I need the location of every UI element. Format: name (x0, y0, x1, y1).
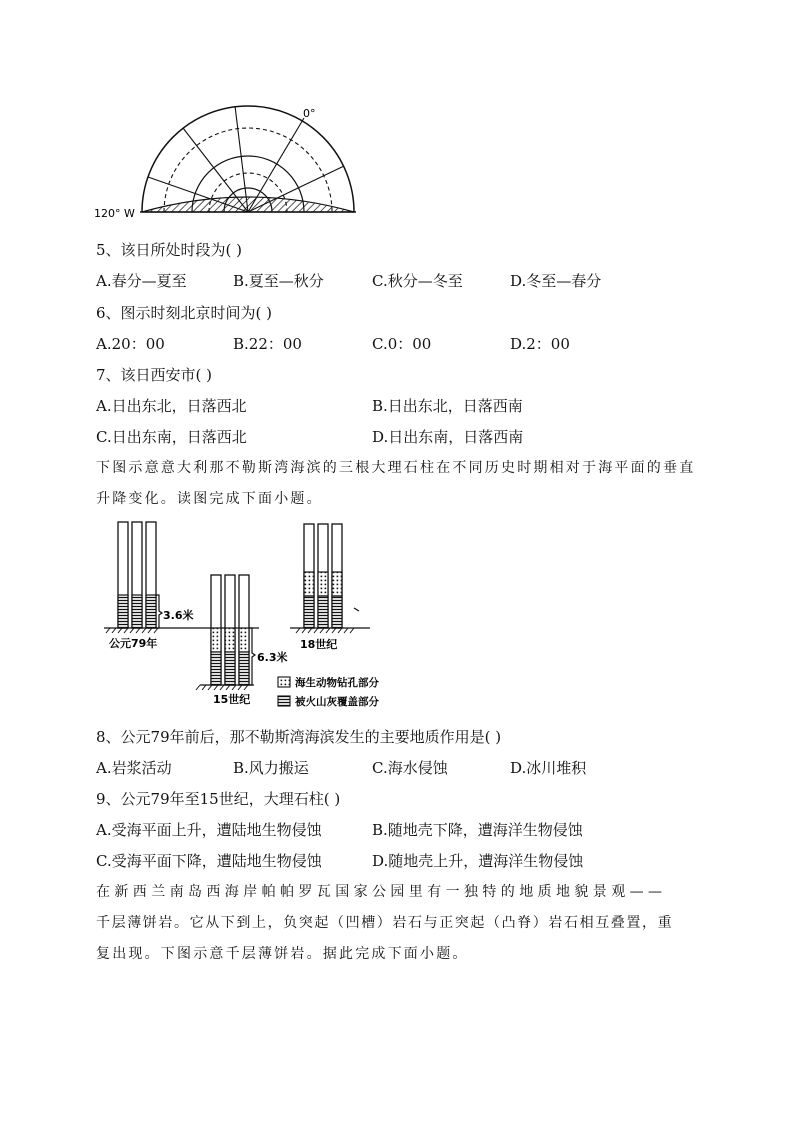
q5-option-d[interactable]: D.冬至—春分 (510, 272, 602, 290)
q6-option-d[interactable]: D.2：00 (510, 335, 570, 353)
columns-15th-century (211, 575, 249, 685)
label-zero-degree: 0° (303, 107, 316, 120)
q5-option-c[interactable]: C.秋分—冬至 (372, 272, 463, 290)
intro2-line3: 复出现。下图示意千层薄饼岩。据此完成下面小题。 (96, 946, 469, 962)
q8-option-a[interactable]: A.岩浆活动 (96, 759, 172, 777)
q7-option-c[interactable]: C.日出东南，日落西北 (96, 428, 247, 446)
columns-18th-century (304, 524, 342, 628)
q9-option-c[interactable]: C.受海平面下降，遭陆地生物侵蚀 (96, 852, 322, 870)
q8-option-d[interactable]: D.冰川堆积 (510, 759, 587, 777)
intro1-line2: 升降变化。读图完成下面小题。 (96, 491, 323, 507)
q9-option-b[interactable]: B.随地壳下降，遭海洋生物侵蚀 (372, 821, 583, 839)
label-ad79: 公元79年 (109, 637, 158, 650)
q7-option-b[interactable]: B.日出东北，日落西南 (372, 397, 523, 415)
question-8-stem: 8、公元79年前后，那不勒斯湾海滨发生的主要地质作用是( ) (96, 728, 502, 746)
legend-ash-swatch (278, 696, 290, 706)
question-6-stem: 6、图示时刻北京时间为( ) (96, 304, 273, 322)
legend-bored-label: 海生动物钻孔部分 (295, 677, 379, 689)
q6-option-b[interactable]: B.22：00 (233, 335, 302, 353)
dim-3-6m: 3.6米 (163, 609, 194, 622)
question-7-stem: 7、该日西安市( ) (96, 366, 213, 384)
sunlight-semicircle-diagram (92, 100, 372, 222)
dim-6-3m: 6.3米 (257, 651, 288, 664)
q7-option-d[interactable]: D.日出东南，日落西南 (372, 428, 524, 446)
q8-option-c[interactable]: C.海水侵蚀 (372, 759, 448, 777)
legend-bored-swatch (278, 677, 290, 687)
label-120w: 120° W (94, 207, 135, 220)
columns-ad79 (118, 522, 156, 628)
q5-option-b[interactable]: B.夏至—秋分 (233, 272, 324, 290)
question-5-stem: 5、该日所处时段为( ) (96, 241, 243, 259)
label-18th-century: 18世纪 (300, 638, 338, 651)
intro2-line1: 在新西兰南岛西海岸帕帕罗瓦国家公园里有一独特的地质地貌景观—— (96, 884, 667, 900)
q9-option-d[interactable]: D.随地壳上升，遭海洋生物侵蚀 (372, 852, 584, 870)
intro1-line1: 下图示意意大利那不勒斯湾海滨的三根大理石柱在不同历史时期相对于海平面的垂直 (96, 460, 696, 476)
q6-option-c[interactable]: C.0：00 (372, 335, 432, 353)
marble-columns-diagram (96, 515, 396, 710)
q7-option-a[interactable]: A.日出东北，日落西北 (96, 397, 247, 415)
legend-ash-label: 被火山灰覆盖部分 (295, 696, 379, 708)
q5-option-a[interactable]: A.春分—夏至 (96, 272, 187, 290)
label-15th-century: 15世纪 (213, 693, 251, 706)
q8-option-b[interactable]: B.风力搬运 (233, 759, 309, 777)
q9-option-a[interactable]: A.受海平面上升，遭陆地生物侵蚀 (96, 821, 322, 839)
question-9-stem: 9、公元79年至15世纪，大理石柱( ) (96, 790, 341, 808)
q6-option-a[interactable]: A.20：00 (96, 335, 165, 353)
intro2-line2: 千层薄饼岩。它从下到上，负突起（凹槽）岩石与正突起（凸脊）岩石相互叠置，重 (96, 915, 674, 931)
